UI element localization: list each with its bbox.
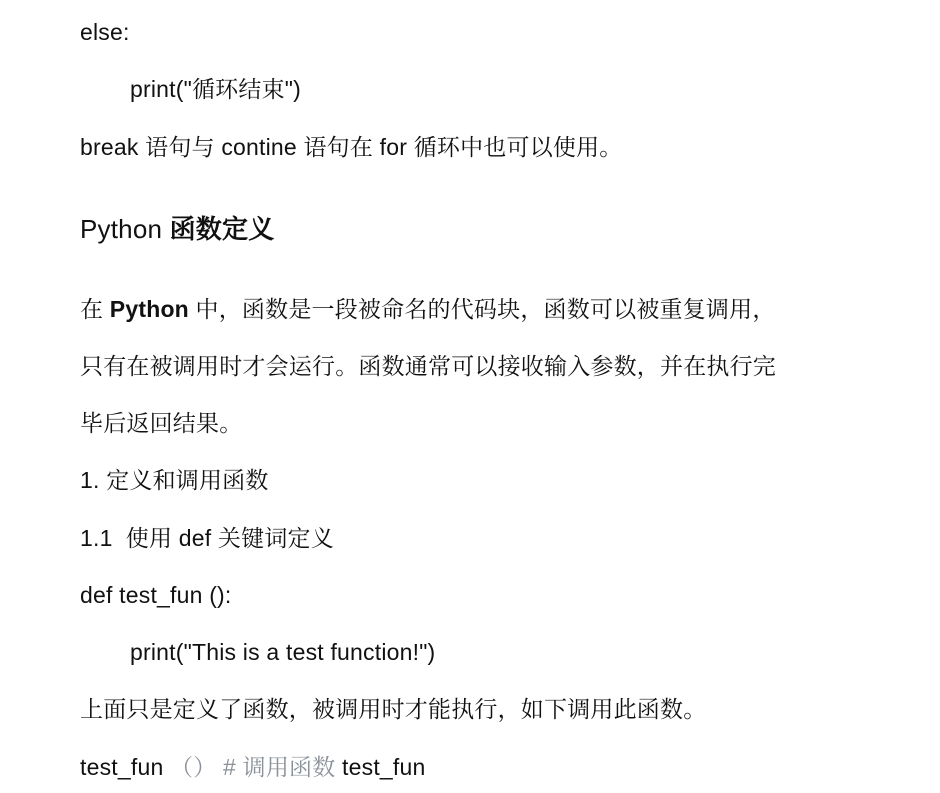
paragraph-line-2: 只有在被调用时才会运行。函数通常可以接收输入参数，并在执行完 xyxy=(80,353,776,379)
code-def-line: def test_fun (): xyxy=(80,582,232,608)
code-print-loop-end: print("循环结束") xyxy=(130,76,301,102)
section-1-1-number: 1.1 xyxy=(80,525,113,551)
comment-hash: # xyxy=(223,754,237,780)
para1-suffix: 中，函数是一段被命名的代码块，函数可以被重复调用， xyxy=(188,296,776,322)
section-1-number: 1. xyxy=(80,467,100,493)
heading-latin: Python xyxy=(80,214,163,244)
paragraph-line-3: 毕后返回结果。 xyxy=(80,410,243,436)
paragraph-line-1 xyxy=(80,294,776,324)
para1-python-bold: Python xyxy=(109,296,189,322)
section-1-heading xyxy=(80,465,269,495)
code-else-line: else: xyxy=(80,19,130,45)
call-function-name: test_fun xyxy=(80,754,164,780)
comment-function-name: test_fun xyxy=(342,754,426,780)
section-1-1-heading xyxy=(80,523,334,553)
comment-text: 调用函数 xyxy=(242,754,336,780)
call-parens: （） xyxy=(170,754,217,780)
heading-cjk: 函数定义 xyxy=(169,214,275,244)
call-note-text: 上面只是定义了函数，被调用时才能执行，如下调用此函数。 xyxy=(80,696,707,722)
code-print-test: print("This is a test function!") xyxy=(130,639,436,665)
section-1-title: 定义和调用函数 xyxy=(106,467,269,493)
section-1-1-title: 使用 def 关键词定义 xyxy=(125,525,334,551)
para1-prefix: 在 xyxy=(80,296,110,322)
break-note-text: break 语句与 contine 语句在 for 循环中也可以使用。 xyxy=(80,134,623,160)
code-call-line xyxy=(80,752,425,782)
section-heading xyxy=(80,212,274,246)
